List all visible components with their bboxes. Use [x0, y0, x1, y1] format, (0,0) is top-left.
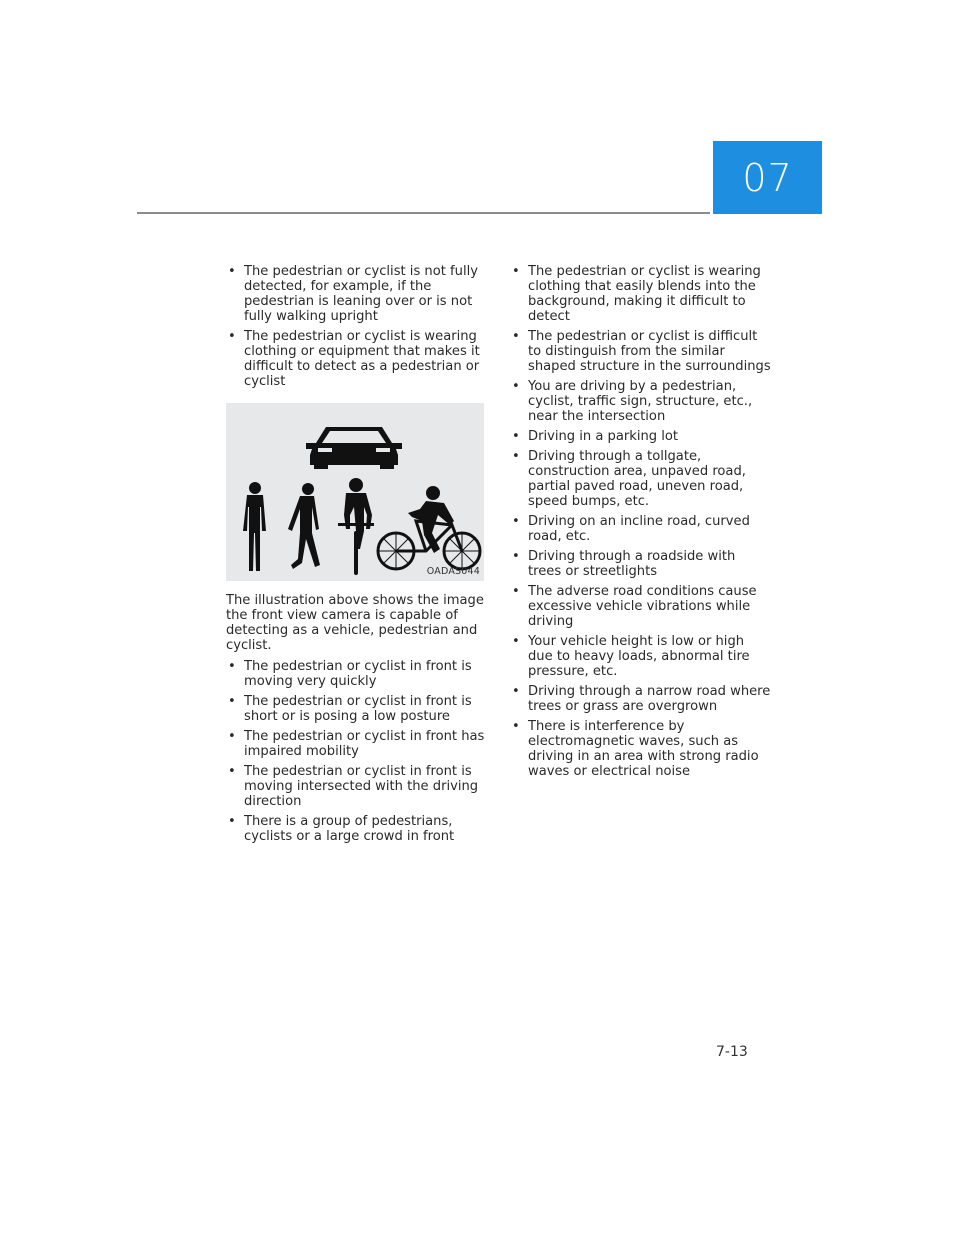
chapter-tab: [713, 141, 822, 214]
bullet-list-top: [226, 264, 488, 389]
list-item: • The pedestrian or cyclist in front is moving very quickly: [226, 659, 488, 689]
right-column: [510, 264, 772, 784]
list-item: • Driving on an incline road, curved road, etc.: [510, 514, 772, 544]
bullet-list-bottom: [226, 659, 488, 844]
illustration-figure: [226, 403, 484, 581]
pedestrian-walking-icon: [288, 483, 320, 569]
list-item: • Your vehicle height is low or high due to heavy loads, abnormal tire pressure, etc.: [510, 634, 772, 679]
header-rule: [137, 212, 710, 214]
list-item: • The adverse road conditions cause excessive vehicle vibrations while driving: [510, 584, 772, 629]
pedestrian-standing-icon: [243, 482, 266, 571]
list-item: • Driving through a tollgate, construction area, unpaved road, partial paved road, uneven road, speed bumps, etc.: [510, 449, 772, 509]
bullet-list-right: [510, 264, 772, 779]
list-item: • The pedestrian or cyclist is not fully detected, for example, if the pedestrian is leaning over or is not fully walking upright: [226, 264, 488, 324]
body-paragraph: The illustration above shows the image the front view camera is capable of detecting as a vehicle, pedestrian and cyclist.: [226, 593, 484, 653]
list-item: • There is interference by electromagnetic waves, such as driving in an area with strong radio waves or electrical noise: [510, 719, 772, 779]
detection-illustration: [226, 403, 484, 581]
figure-code: OADAS044: [426, 566, 480, 577]
cyclist-front-icon: [338, 478, 374, 575]
list-item: • Driving through a narrow road where trees or grass are overgrown: [510, 684, 772, 714]
list-item: • Driving in a parking lot: [510, 429, 772, 444]
cyclist-side-icon: [378, 486, 480, 569]
list-item: • You are driving by a pedestrian, cyclist, traffic sign, structure, etc., near the intersection: [510, 379, 772, 424]
list-item: • There is a group of pedestrians, cyclists or a large crowd in front: [226, 814, 488, 844]
list-item: • Driving through a roadside with trees or streetlights: [510, 549, 772, 579]
list-item: • The pedestrian or cyclist in front is short or is posing a low posture: [226, 694, 488, 724]
left-column: [226, 264, 488, 849]
list-item: • The pedestrian or cyclist is wearing clothing that easily blends into the background, making it difficult to detect: [510, 264, 772, 324]
list-item: • The pedestrian or cyclist in front is moving intersected with the driving direction: [226, 764, 488, 809]
chapter-number: 07: [742, 155, 793, 200]
list-item: • The pedestrian or cyclist in front has impaired mobility: [226, 729, 488, 759]
list-item: • The pedestrian or cyclist is difficult to distinguish from the similar shaped structure in the surroundings: [510, 329, 772, 374]
list-item: • The pedestrian or cyclist is wearing clothing or equipment that makes it difficult to detect as a pedestrian or cyclist: [226, 329, 488, 389]
page-number: 7-13: [716, 1044, 748, 1060]
